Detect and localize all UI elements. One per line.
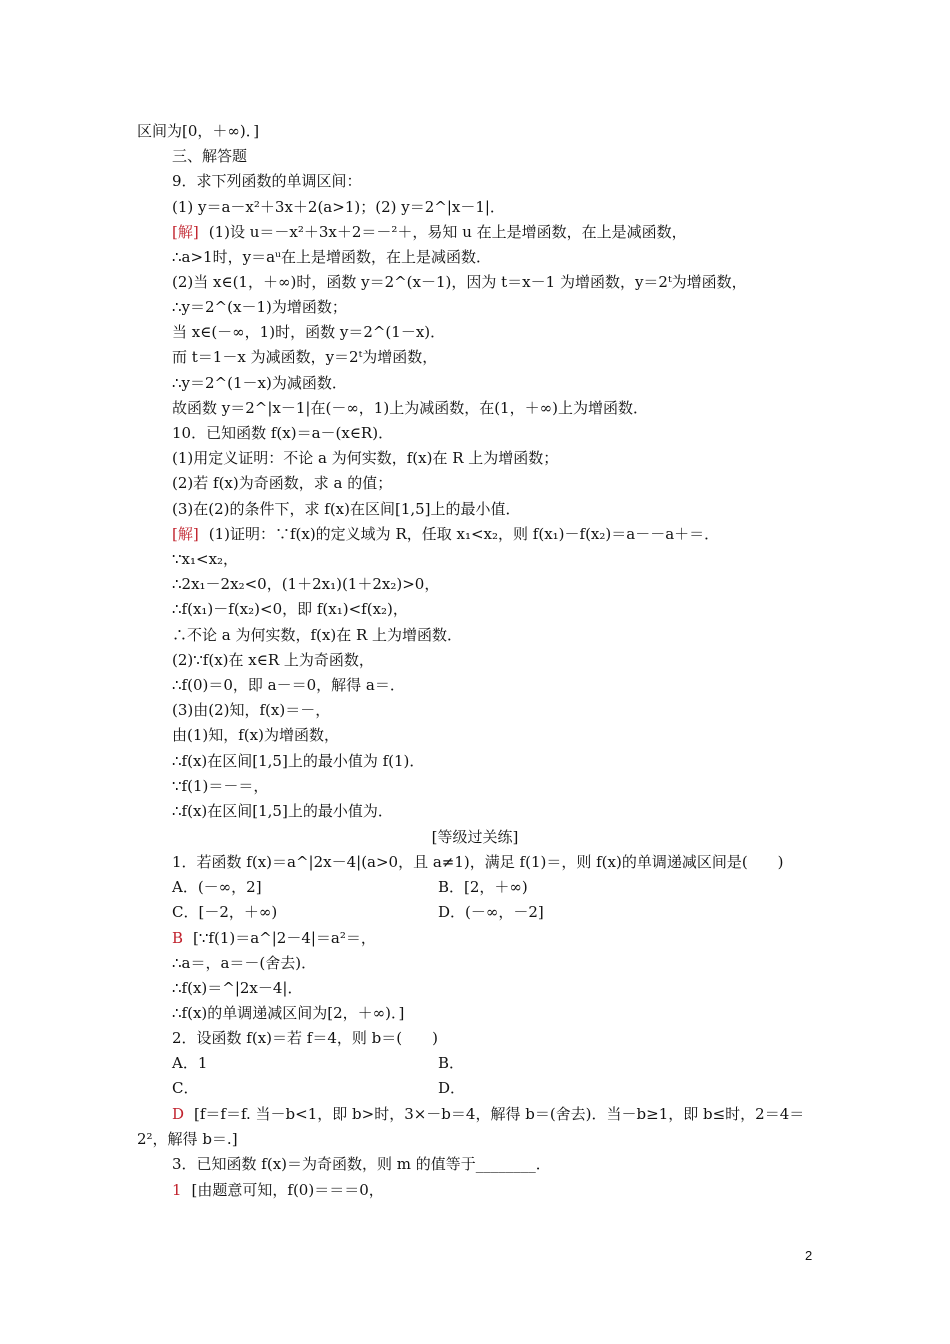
answer-label: D (172, 1105, 185, 1123)
text-line (172, 448, 558, 468)
text-line (172, 574, 439, 594)
text-line (172, 499, 521, 519)
text-line (172, 650, 374, 670)
text-line (172, 473, 392, 493)
text-line (172, 725, 339, 745)
q2-option-a: A．1 (172, 1054, 208, 1072)
q1-option-d: D．(－∞，－2] (438, 903, 544, 921)
line-text: (3)在(2)的条件下，求 f(x)在区间[1,5]上的最小值． (172, 500, 521, 518)
text-line (172, 423, 393, 443)
text-line (172, 398, 648, 418)
text-line (172, 347, 437, 367)
line-text: 由(1)知，f(x)为增函数， (172, 726, 339, 744)
text-line (172, 953, 316, 973)
text-line (172, 1104, 804, 1124)
line-text: ∴f(x)在区间[1,5]上的最小值为． (172, 802, 393, 820)
line-text: 1．若函数 f(x)＝a^|2x－4|(a>0，且 a≠1)，满足 f(1)＝，则 f(x)的单调递减区间是( ) (172, 853, 784, 871)
text-line (172, 700, 330, 720)
page-number: 2 (805, 1248, 813, 1263)
line-text: (2)当 x∈(1，＋∞)时，函数 y＝2^(x－1)，因为 t＝x－1 为增函数，y＝2ᵗ为增函数， (172, 273, 747, 291)
text-line (137, 121, 259, 141)
text-line (172, 297, 347, 317)
text-line (172, 1180, 384, 1200)
text-line (172, 272, 747, 292)
text-line (172, 978, 302, 998)
line-text: 2．设函数 f(x)＝若 f＝4，则 b＝( ) (172, 1029, 438, 1047)
line-text: (1) y＝a－x²＋3x＋2(a>1)；(2) y＝2^|x－1|． (172, 198, 505, 216)
line-text: ∴f(x)＝^|2x－4|． (172, 979, 303, 997)
line-text: ∵x₁<x₂， (172, 550, 239, 568)
text-line (172, 322, 445, 342)
text-line (172, 801, 393, 821)
line-text: [由题意可知，f(0)＝＝＝0， (191, 1181, 384, 1199)
text-line (137, 1129, 238, 1149)
line-text: ∵f(1)＝－＝， (172, 777, 269, 795)
line-text: (2)若 f(x)为奇函数，求 a 的值； (172, 474, 393, 492)
text-line (172, 852, 784, 872)
q1-option-c: C．[－2，＋∞) (172, 903, 278, 921)
text-line (172, 171, 362, 191)
text-line (172, 751, 424, 771)
line-text: [∵f(1)＝a^|2－4|＝a²＝， (193, 929, 376, 947)
text-line (172, 599, 408, 619)
section-title: [等级过关练] (431, 828, 519, 846)
line-text: (3)由(2)知，f(x)＝－， (172, 701, 331, 719)
line-text: ∴f(x)的单调递减区间为[2，＋∞)．] (172, 1004, 405, 1022)
line-text: 10．已知函数 f(x)＝a－(x∈R)． (172, 424, 394, 442)
line-text: 三、解答题 (172, 147, 248, 165)
line-text: ∴a＝，a＝－(舍去)． (172, 954, 317, 972)
text-line (172, 776, 268, 796)
q2-option-b: B． (438, 1054, 465, 1072)
line-text: (1)用定义证明：不论 a 为何实数，f(x)在 R 上为增函数； (172, 449, 559, 467)
line-text: ∴f(x₁)－f(x₂)<0，即 f(x₁)<f(x₂)， (172, 600, 408, 618)
line-text: 而 t＝1－x 为减函数，y＝2ᵗ为增函数， (172, 348, 438, 366)
line-text: 当 x∈(－∞，1)时，函数 y＝2^(1－x)． (172, 323, 446, 341)
text-line (172, 928, 376, 948)
q2-option-d: D． (438, 1079, 466, 1097)
text-line (172, 222, 687, 242)
line-text: ∴y＝2^(1－x)为减函数． (172, 374, 347, 392)
text-line (172, 373, 347, 393)
line-text: 区间为[0，＋∞)．] (137, 122, 260, 140)
text-line (172, 197, 505, 217)
line-text: 故函数 y＝2^|x－1|在(－∞，1)上为减函数，在(1，＋∞)上为增函数． (172, 399, 648, 417)
line-text: ∴2x₁－2x₂<0，(1＋2x₁)(1＋2x₂)>0， (172, 575, 440, 593)
text-line (172, 549, 238, 569)
line-text: [f＝f＝f. 当－b<1，即 b>时，3×－b＝4，解得 b＝(舍去)．当－b≥1，即 b≤时，2＝4＝ (194, 1105, 805, 1123)
line-text: ∴f(0)＝0，即 a－＝0，解得 a＝． (172, 676, 405, 694)
line-text: ∴a>1时，y＝aᵘ在上是增函数，在上是减函数． (172, 248, 492, 266)
line-text: (1)证明：∵f(x)的定义域为 R，任取 x₁<x₂，则 f(x₁)－f(x₂)＝a－－a＋＝． (208, 525, 720, 543)
line-text: 9．求下列函数的单调区间： (172, 172, 362, 190)
q2-option-c: C． (172, 1079, 199, 1097)
q1-option-b: B．[2，＋∞) (438, 878, 528, 896)
text-line (172, 675, 405, 695)
text-line (172, 146, 247, 166)
answer-label: [解] (172, 525, 199, 543)
answer-label: B (172, 929, 184, 947)
text-line (172, 1003, 404, 1023)
q1-option-a: A．(－∞，2] (172, 878, 262, 896)
line-text: ∴不论 a 为何实数，f(x)在 R 上为增函数． (172, 626, 463, 644)
text-line (172, 524, 719, 544)
answer-label: 1 (172, 1181, 182, 1199)
line-text: (2)∵f(x)在 x∈R 上为奇函数， (172, 651, 374, 669)
text-line (172, 1028, 438, 1048)
line-text: ∴f(x)在区间[1,5]上的最小值为 f(1)． (172, 752, 425, 770)
line-text: ∴y＝2^(x－1)为增函数； (172, 298, 347, 316)
line-text: (1)设 u＝－x²＋3x＋2＝－²＋，易知 u 在上是增函数，在上是减函数， (208, 223, 687, 241)
line-text: 3．已知函数 f(x)＝为奇函数，则 m 的值等于________． (172, 1155, 551, 1173)
text-line (172, 247, 491, 267)
answer-label: [解] (172, 223, 199, 241)
text-line (172, 625, 462, 645)
text-line (172, 1154, 551, 1174)
line-text: 2²，解得 b＝.] (137, 1130, 238, 1148)
